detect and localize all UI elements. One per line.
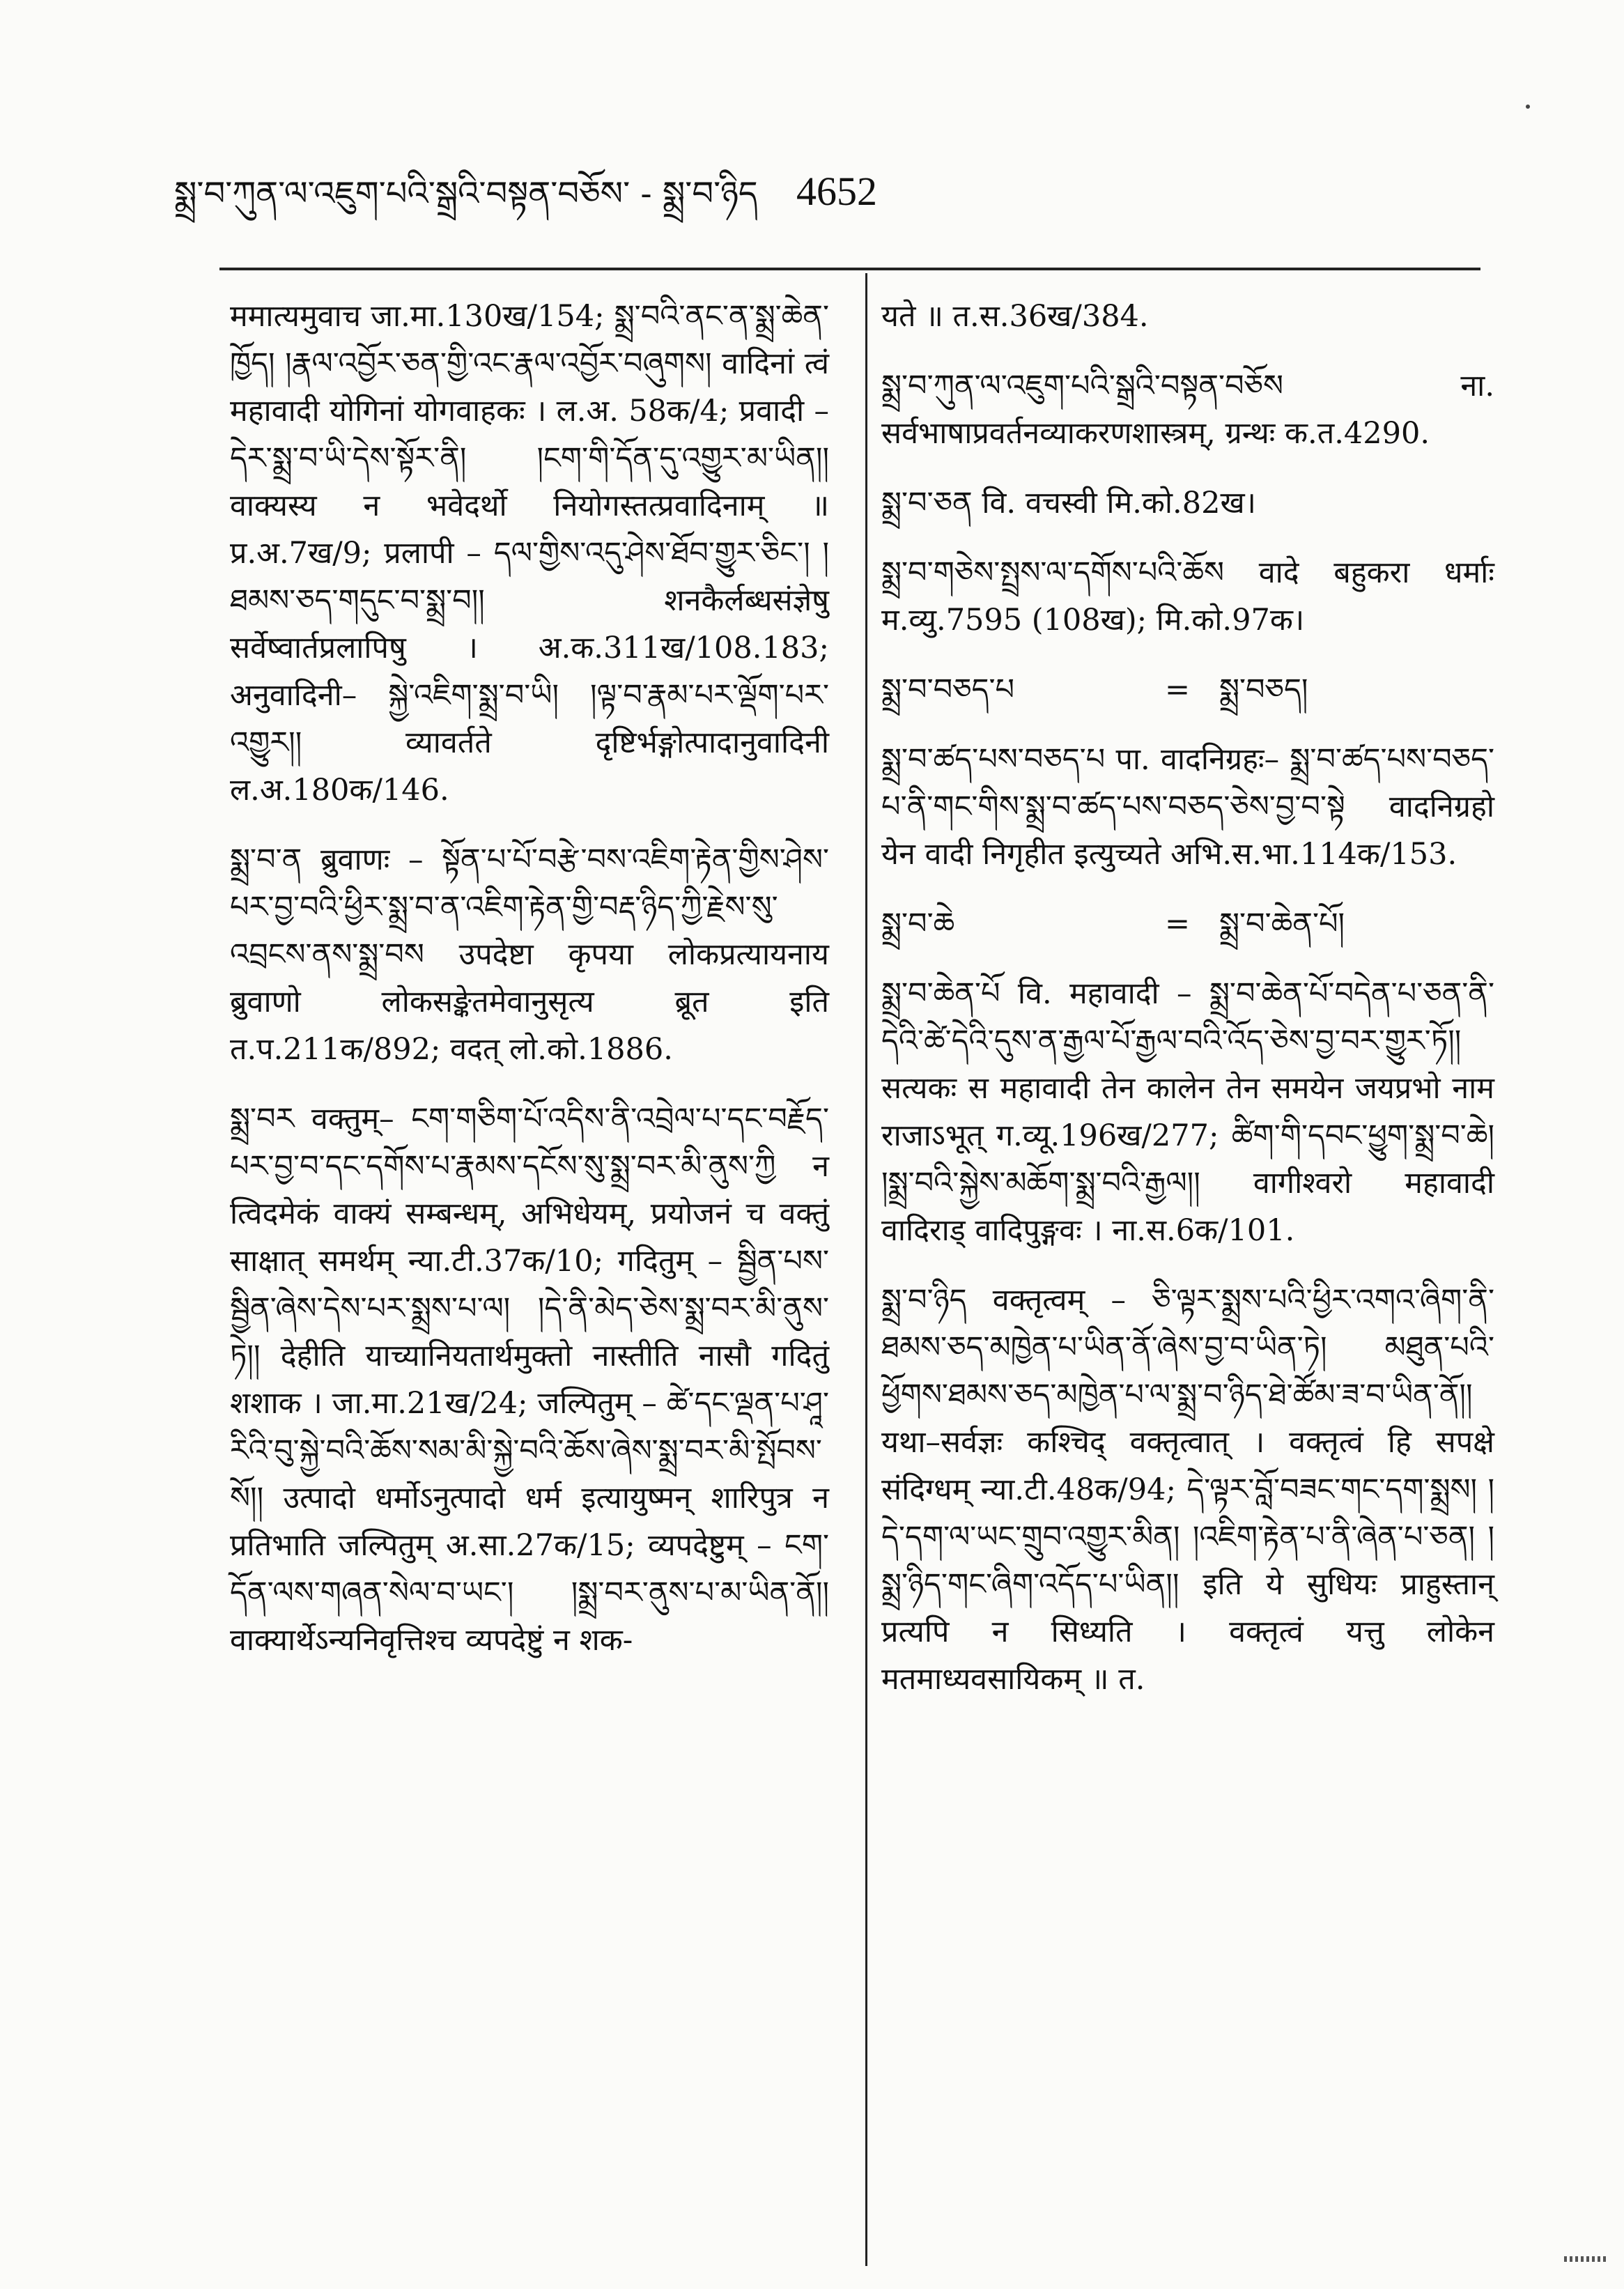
dictionary-entry: སྨྲ་བ་གཅེས་སྤྲས་ལ་དགོས་པའི་ཆོས वादे बहुकरा धर्माः म.व्यु.7595 (108ख); मि.को.97क। <box>881 555 1494 638</box>
dictionary-entry: སྨྲ་བ་ཆེན་པོ वि. महावादी – སྨྲ་བ་ཆེན་པོ་བདེན་པ་ཅན་ནི་དེའི་ཚེ་དེའི་དུས་ན་རྒྱལ་པོ་རྒྱལ་བའི་འོད་ཅེས་བྱ་བར་གྱུར་ཏོ།། सत्यकः स महावादी तेन कालेन तेन समयेन जयप्रभो नाम राजाऽभूत् ग.व्यू.196ख/277; ཚིག་གི་དབང་ཕྱུག་སྨྲ་བ་ཆེ། །སྨྲ་བའི་སྐྱེས་མཆོག་སྨྲ་བའི་རྒྱལ།། वागीश्वरो महावादी वादिराड् वादिपुङ्गवः । ना.स.6क/101. <box>881 976 1494 1248</box>
dictionary-entry: སྨྲ་བ་ན ब्रुवाणः – སྟོན་པ་པོ་བརྩེ་བས་འཇིག་རྟེན་གྱིས་ཤེས་པར་བྱ་བའི་ཕྱིར་སྨྲ་བ་ན་འཇིག་རྟེན་གྱི་བརྡ་ཉིད་ཀྱི་རྗེས་སུ་འབྲངས་ནས་སྨྲ་བས उपदेष्टा कृपया लोकप्रत्यायनाय ब्रुवाणो लोकसङ्केतमेवानुसृत्य ब्रूत इति त.प.211क/892; वदत् लो.को.1886. <box>230 842 829 1067</box>
dictionary-entry: སྨྲ་བ་ཀུན་ལ་འཇུག་པའི་སྒྲའི་བསྟན་བཅོས ना. सर्वभाषाप्रवर्तनव्याकरणशास्त्रम्, ग्रन्थः क.त.4290. <box>881 369 1494 451</box>
equals-sign: = <box>1164 672 1191 707</box>
header-title: སྨྲ་བ་ཀུན་ལ་འཇུག་པའི་སྒྲའི་བསྟན་བཅོས་ - སྨྲ་བ་ཉིད <box>174 174 758 213</box>
running-header <box>174 153 1498 230</box>
cross-ref-term: སྨྲ་བ་བཅད་པ <box>881 672 1015 707</box>
cross-reference <box>881 666 1494 714</box>
dictionary-entry: སྨྲ་བ་ཚད་པས་བཅད་པ पा. वादनिग्रहः– སྨྲ་བ་ཚད་པས་བཅད་པ་ནི་གང་གིས་སྨྲ་བ་ཚད་པས་བཅད་ཅེས་བྱ་བ་སྟེ वादनिग्रहो येन वादी निगृहीत इत्युच्यते अभि.स.भा.114क/153. <box>881 742 1494 872</box>
dictionary-entry: यते ॥ त.स.36ख/384. <box>881 299 1149 334</box>
dictionary-entry: སྨྲ་བ་ཉིད वक्तृत्वम् – ཅི་ལྟར་སྨྲས་པའི་ཕྱིར་འགའ་ཞིག་ནི་ཐམས་ཅད་མཁྱེན་པ་ཡིན་ནོ་ཞེས་བྱ་བ་ཡིན་ཏེ། མཐུན་པའི་ཕྱོགས་ཐམས་ཅད་མཁྱེན་པ་ལ་སྨྲ་བ་ཉིད་ཐེ་ཚོམ་ཟ་བ་ཡིན་ནོ།། यथा–सर्वज्ञः कश्चिद् वक्तृत्वात् । वक्तृत्वं हि सपक्षे संदिग्धम् न्या.टी.48क/94; དེ་ལྟར་བློ་བཟང་གང་དག་སྨྲས། །དེ་དག་ལ་ཡང་གྲུབ་འགྱུར་མིན། །འཇིག་རྟེན་པ་ནི་ཞེན་པ་ཅན། །སྨྲ་ཉིད་གང་ཞིག་འདོད་པ་ཡིན།། इति ये सुधियः प्राहुस्तान् प्रत्यपि न सिध्यति । वक्तृत्वं यत्तु लोकेन मतमाध्यवसायिकम् ॥ त. <box>881 1283 1494 1697</box>
column-divider <box>865 273 867 2266</box>
header-rule <box>219 268 1480 270</box>
cross-ref-term: སྨྲ་བ་ཆེ <box>881 907 955 941</box>
dictionary-entry: སྨྲ་བར वक्तुम्– ངག་གཅིག་པོ་འདིས་ནི་འབྲེལ་པ་དང་བརྗོད་པར་བྱ་བ་དང་དགོས་པ་རྣམས་དངོས་སུ་སྨྲ་བར་མི་ནུས་ཀྱི न त्विदमेकं वाक्यं सम्बन्धम्, अभिधेयम्, प्रयोजनं च वक्तुं साक्षात् समर्थम् न्या.टी.37क/10; गदितुम् – སྦྱིན་པས་སྦྱིན་ཞེས་དེས་པར་སྨྲས་པ་ལ། །དེ་ནི་མེད་ཅེས་སྨྲ་བར་མི་ནུས་ཏེ།། देहीति याच्यानियतार्थमुक्तो नास्तीति नासौ गदितुं शशाक । जा.मा.21ख/24; जल्पितुम् – ཚེ་དང་ལྡན་པ་ཤཱ་རིའི་བུ་སྐྱེ་བའི་ཆོས་སམ་མི་སྐྱེ་བའི་ཆོས་ཞེས་སྨྲ་བར་མི་སྤོབས་སོ།། उत्पादो धर्मोऽनुत्पादो धर्म इत्यायुष्मन् शारिपुत्र न प्रतिभाति जल्पितुम् अ.सा.27क/15; व्यपदेष्टुम् – ངག་དོན་ལས་གཞན་སེལ་བ་ཡང་། །སྨྲ་བར་ནུས་པ་མ་ཡིན་ནོ།། वाक्यार्थेऽन्यनिवृत्तिश्च व्यपदेष्टुं न शक- <box>230 1102 829 1658</box>
cross-reference <box>881 900 1494 948</box>
dictionary-entry: སྨྲ་བ་ཅན वि. वचस्वी मि.को.82ख। <box>881 486 1256 521</box>
equals-sign: = <box>1164 907 1191 941</box>
right-column <box>881 293 1494 1725</box>
cross-ref-target: སྨྲ་བ་ཆེན་པོ། <box>1219 907 1345 941</box>
page-speck-top <box>1526 105 1530 109</box>
dictionary-entry: ममात्यमुवाच जा.मा.130ख/154; སྨྲ་བའི་ནང་ན་སྨྲ་ཆེན་ཁྱོད། །རྣལ་འབྱོར་ཅན་གྱི་འང་རྣལ་འབྱོར་བཞུགས། वादिनां त्वं महावादी योगिनां योगवाहकः । ल.अ. 58क/4; प्रवादी – དེར་སྨྲ་བ་ཡི་དེས་སྟོར་ནི། །ངག་གི་དོན་དུ་འགྱུར་མ་ཡིན།། वाक्यस्य न भवेदर्थो नियोगस्तत्प्रवादिनाम् ॥ प्र.अ.7ख/9; प्रलापी – དལ་གྱིས་འདུ་ཤེས་ཐོབ་གྱུར་ཅིང་། །ཐམས་ཅད་གདུང་བ་སྨྲ་བ།། शनकैर्लब्धसंज्ञेषु सर्वेष्वार्तप्रलापिषु । अ.क.311ख/108.183; अनुवादिनी– སྐྱེ་འཇིག་སྨྲ་བ་ཡི། །ལྟ་བ་རྣམ་པར་ལྡོག་པར་འགྱུར།། व्यावर्तते दृष्टिर्भङ्गोत्पादानुवादिनी ल.अ.180क/146. <box>230 299 829 808</box>
left-column <box>230 293 829 1686</box>
cross-ref-target: སྨྲ་བཅད། <box>1219 672 1308 707</box>
page-speck-bottom <box>1564 2256 1606 2262</box>
page-number: 4652 <box>796 169 877 214</box>
